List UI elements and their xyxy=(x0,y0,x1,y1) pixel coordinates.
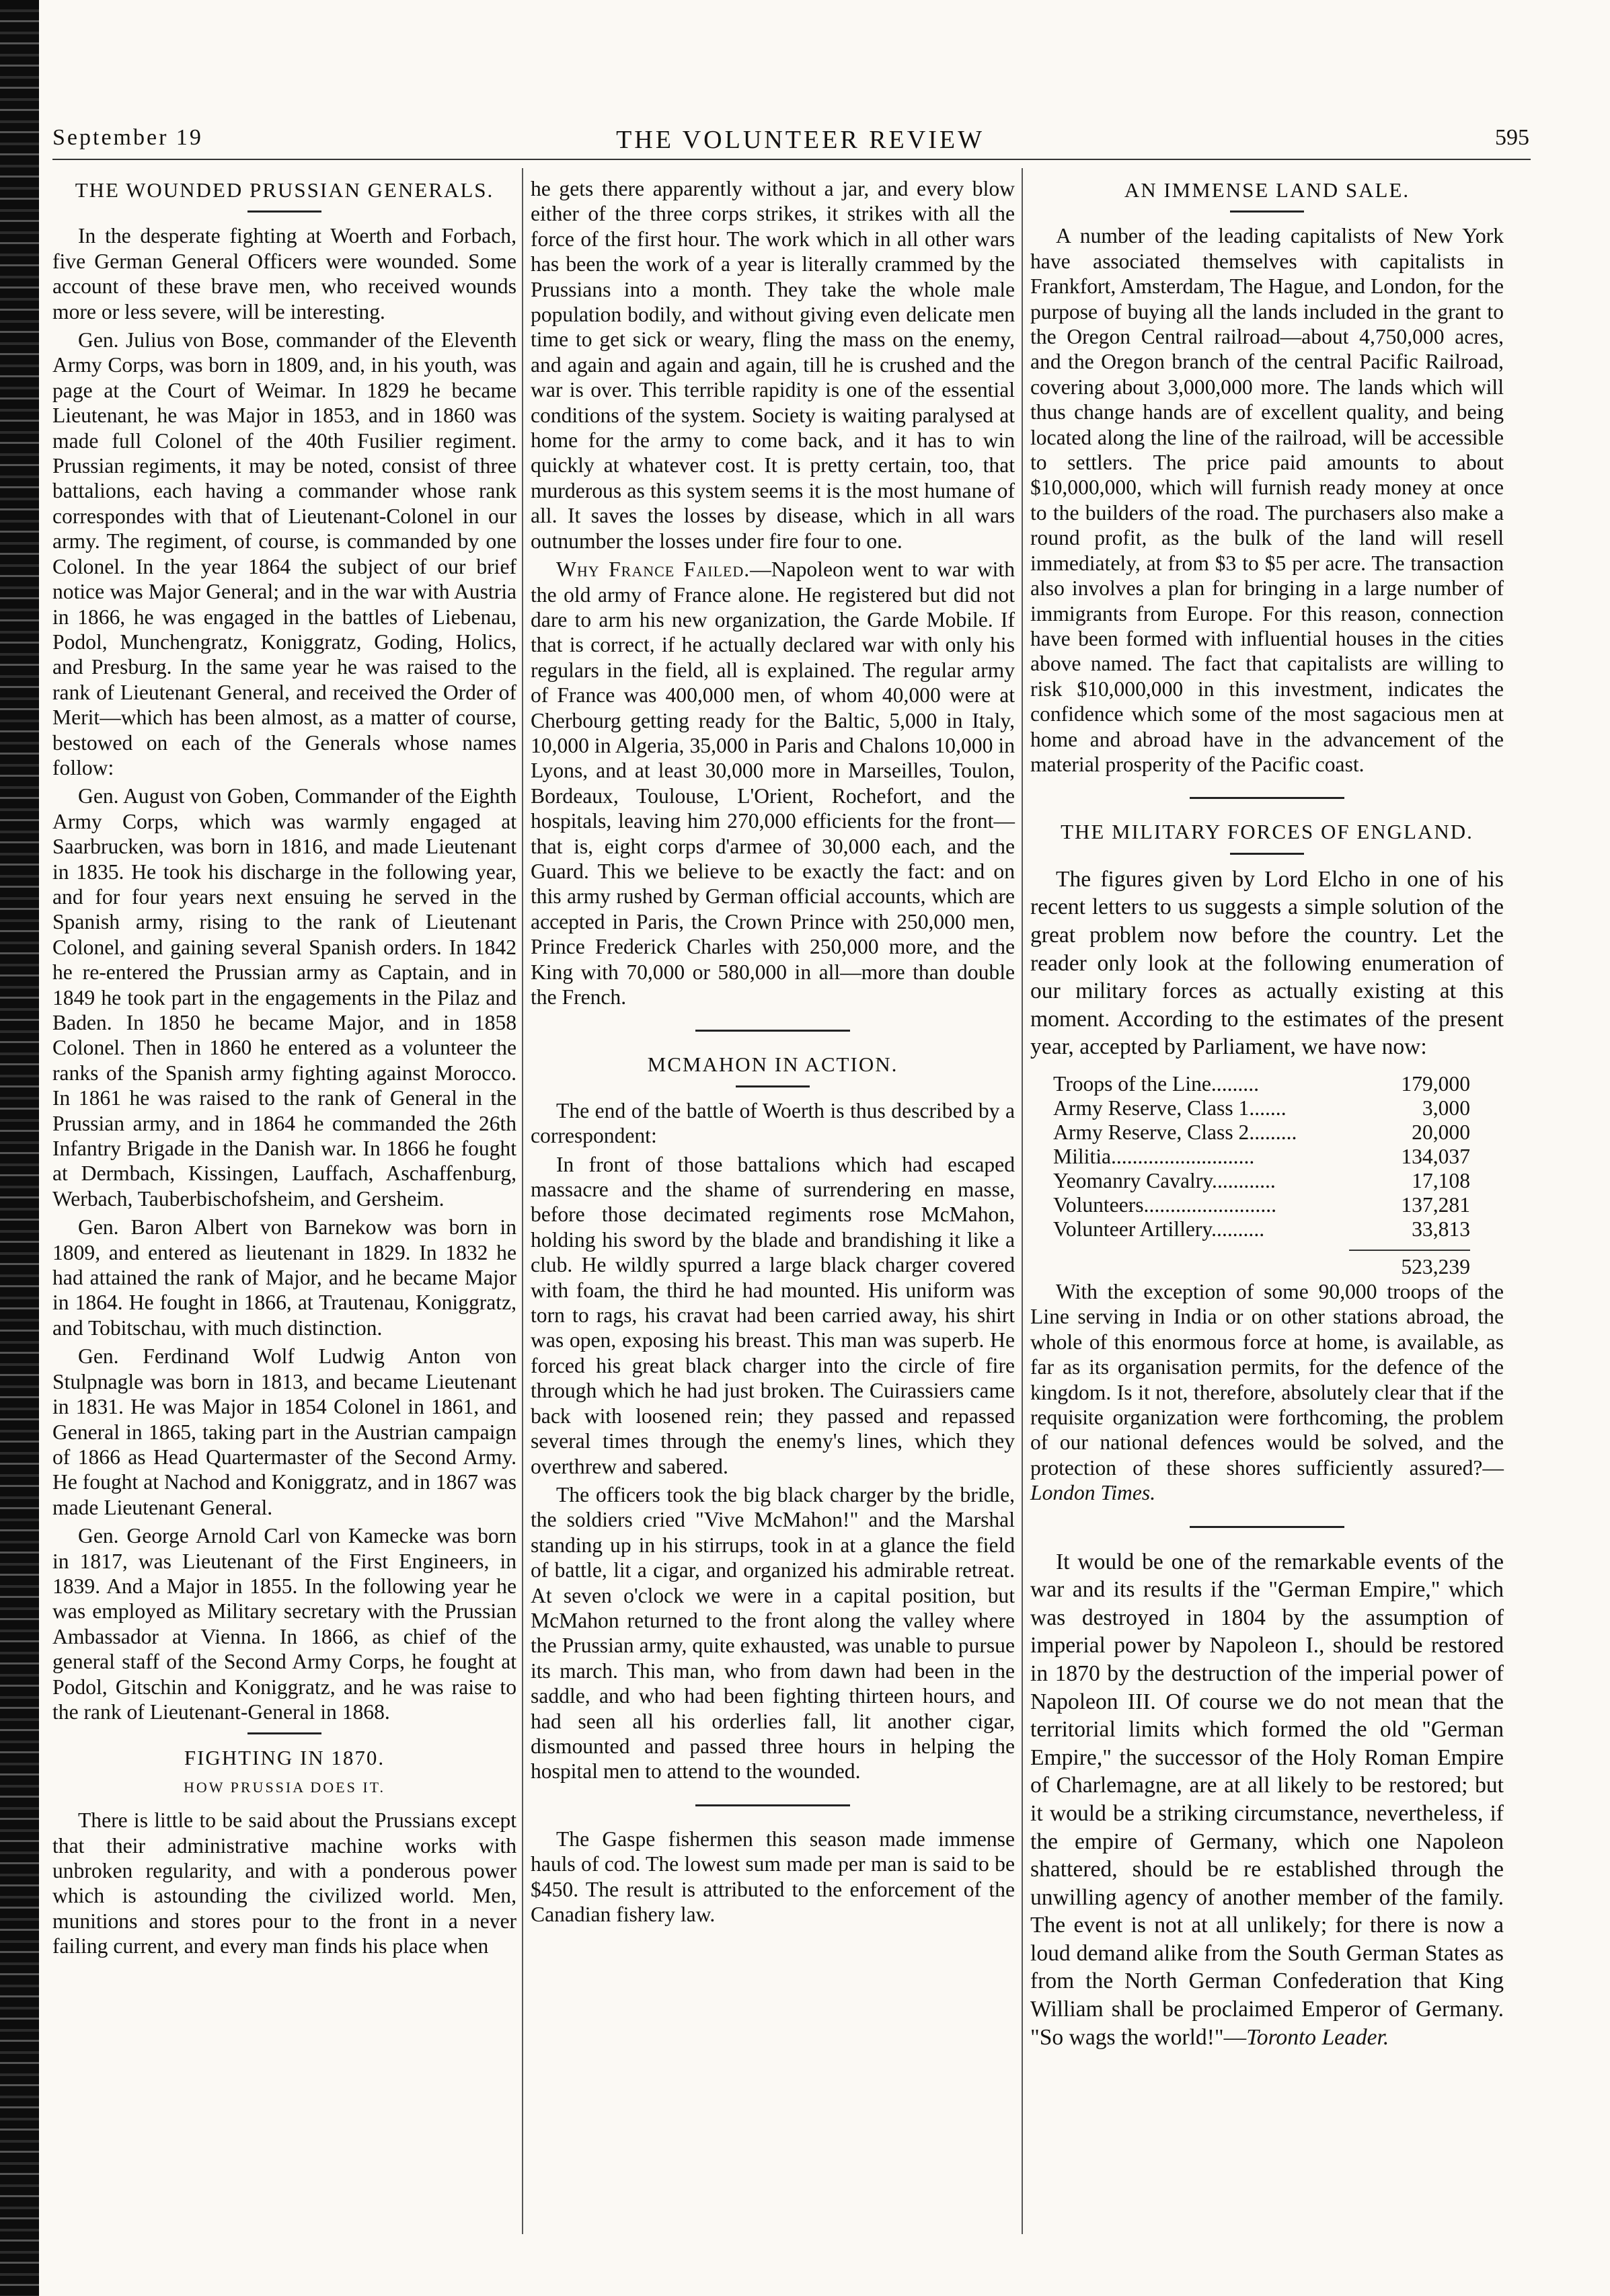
forces-table xyxy=(1053,1072,1470,1279)
paragraph xyxy=(1030,1279,1504,1506)
header-rule xyxy=(52,159,1531,160)
source-credit: London Times. xyxy=(1030,1481,1156,1505)
paragraph: In front of those battalions which had escaped massacre and the shame of surrendering en masse, before those decimated regiments rose McMahon, holding his sword by the blade and brandishing it like a club. He wildly spurred a large black charger covered with foam, the third he had mounted. His uniform was torn to rags, his cravat had been carried away, his shirt was open, exposing his breast. This man was superb. He forced his great black charger into the circle of fire through which he had just broken. The Cuirassiers came back with loosened rein; they passed and repassed several times through the enemy's lines, which they overthrew and sabered. xyxy=(531,1152,1015,1478)
article-subtitle: HOW PRUSSIA DOES IT. xyxy=(184,1778,385,1796)
paragraph: Gen. August von Goben, Commander of the Eighth Army Corps, which was warmly engaged at Saarbrucken, was born in 1816, and made Lieutenant in 1835. He took his discharge in the following year, and for four years next ensuing he served in the Spanish army, rising to the rank of Lieutenant Colonel, and gaining several Spanish orders. In 1842 he re-entered the Prussian army as Captain, and in 1849 he took part in the engagements in the Pilaz and Baden. In 1850 he became Major, and in 1858 Colonel. Then in 1860 he entered as a volunteer the ranks of the Spanish army fighting against Morocco. In 1861 he was raised to the rank of General in the Prussian army, and in 1864 he commanded the 26th Infantry Brigade in the Danish war. In 1866 he fought at Dermbach, Kissingen, Lauffach, Aschaffenburg, Werbach, Tauberbischofsheim, and Gersheim. xyxy=(52,784,516,1211)
paragraph: A number of the leading capitalists of New York have associated themselves with capitalists in Frankfort, Amsterdam, The Hague, and London, for the purpose of buying all the lands included in the grant to the Oregon Central railroad—about 4,750,000 acres, and the Oregon branch of the central Pacific Railroad, covering about 3,000,000 more. The lands which will thus change hands are of excellent quality, and being located along the line of the railroad, will be accessible to settlers. The price paid amounts to about $10,000,000, which will furnish ready money at once to the builders of the road. The purchasers also make a round profit, as the bulk of the land will resell immediately, at from $3 to $5 per acre. The transaction also involves a plan for bringing in a large number of immigrants from Europe. For this reason, connection have been formed with influential houses in the cities above named. The fact that capitalists are willing to risk $10,000,000 in this investment, indicates the confidence which some of the most sagacious men at home and abroad have in the advancement of the material prosperity of the Pacific coast. xyxy=(1030,224,1504,776)
header-page-number: 595 xyxy=(1495,125,1529,150)
row-value: 33,813 xyxy=(1412,1217,1470,1241)
column-3 xyxy=(1030,176,1504,2055)
table-row xyxy=(1053,1217,1470,1241)
row-label: Militia........................... xyxy=(1053,1144,1255,1168)
section-rule xyxy=(1190,1526,1344,1528)
article-title-land-sale: AN IMMENSE LAND SALE. xyxy=(1124,178,1410,202)
title-rule xyxy=(1230,211,1304,213)
source-credit: Toronto Leader. xyxy=(1246,2024,1389,2050)
paragraph-text: It would be one of the remarkable events of the war and its results if the "German Empire," which was destroyed in 1804 by the assumption of imperial power by Napoleon I., should be restored in 1870 by the destruction of the imperial power of Napoleon III. Of course we do not mean that the territorial limits which formed the old "German Empire," the successor of the Holy Roman Empire of Charlemagne, are at all likely to be restored; but it would be a striking circumstance, nevertheless, if the empire of Germany, which one Napoleon shattered, should be re established through the unwilling agency of another member of the family. The event is not at all unlikely; for there is now a loud demand alike from the South German States as from the North German Confederation that King William shall be proclaimed Emperor of Germany. "So wags the world!"— xyxy=(1030,1549,1504,2050)
article-title-mcmahon: MCMAHON IN ACTION. xyxy=(647,1053,898,1077)
row-value: 179,000 xyxy=(1401,1071,1470,1096)
header-publication-title: THE VOLUNTEER REVIEW xyxy=(616,126,985,154)
paragraph: The officers took the big black charger by the bridle, the soldiers cried "Vive McMahon!" and the Marshal standing up in his stirrups, took in at a glance the field of battle, lit a cigar, and organized his admirable retreat. At seven o'clock we were in a capital position, but McMahon returned to the front along the valley where the Prussian army, quite exhausted, was unable to pursue its march. This man, who from dawn had been in the saddle, and who had been fighting thirteen hours, and had seen all his orderlies fall, lit another cigar, dismounted and passed three hours in helping the hospital men to attend to the wounded. xyxy=(531,1482,1015,1784)
article-title-fighting-1870: FIGHTING IN 1870. xyxy=(184,1746,385,1770)
column-1 xyxy=(52,176,516,1962)
row-label: Volunteer Artillery.......... xyxy=(1053,1217,1265,1241)
table-row xyxy=(1053,1193,1470,1217)
paragraph: Gen. Baron Albert von Barnekow was born in 1809, and entered as lieutenant in 1829. In 1832 he had attained the rank of Major, and he became Major in 1864. He fought in 1866, at Trautenau, Koniggratz, and Tobitschau, with much distinction. xyxy=(52,1215,516,1340)
title-rule xyxy=(736,1085,810,1087)
table-row xyxy=(1053,1169,1470,1193)
row-label: Army Reserve, Class 2......... xyxy=(1053,1120,1297,1144)
column-divider-1 xyxy=(522,168,523,2234)
paragraph-text: With the exception of some 90,000 troops of the Line serving in India or on other stations abroad, the whole of this enormous force at home, is available, as far as its organisation permits, for the defence of the kingdom. Is it not, therefore, absolutely clear that if the requisite organization were forthcoming, the problem of our national defences would be solved, and the protection of these shores sufficiently assured?— xyxy=(1030,1279,1504,1480)
run-in-heading: Why France Failed. xyxy=(556,558,751,582)
table-row xyxy=(1053,1145,1470,1169)
table-row xyxy=(1053,1120,1470,1145)
paragraph: The Gaspe fishermen this season made immense hauls of cod. The lowest sum made per man is said to be $450. The result is attributed to the enforcement of the Canadian fishery law. xyxy=(531,1827,1015,1926)
article-title-wounded-generals: THE WOUNDED PRUSSIAN GENERALS. xyxy=(75,178,494,202)
section-rule xyxy=(1190,797,1344,799)
paragraph: Gen. Julius von Bose, commander of the Eleventh Army Corps, was born in 1809, and, in his youth, was page at the Court of Weimar. In 1829 he became Lieutenant, he was Major in 1853, and in 1860 was made full Colonel of the 40th Fusilier regiment. Prussian regiments, it may be noted, consist of three battalions, each having a commander whose rank correspondes with that of Lieutenant-Colonel in our army. The regiment, of course, is commanded by one Colonel. In the year 1864 the subject of our brief notice was Major General; and in the war with Austria in 1866, he was engaged in the battles of Liebenau, Podol, Munchengratz, Koniggratz, Goding, Holics, and Presburg. In the same year he was raised to the rank of Lieutenant General, and received the Order of Merit—which has been almost, as a matter of course, bestowed on each of the Generals whose names follow: xyxy=(52,328,516,779)
row-value: 3,000 xyxy=(1422,1096,1470,1120)
section-rule xyxy=(695,1030,850,1032)
section-rule xyxy=(695,1804,850,1806)
row-value: 134,037 xyxy=(1401,1144,1470,1168)
paragraph: he gets there apparently without a jar, and every blow either of the three corps strikes, it strikes with all the force of the first hour. The work which in all other wars has been the work of a year is literally crammed by the Prussians into a month. They take the whole male population bodily, and without giving even delicate men time to get sick or weary, fling the mass on the enemy, and again and again and again, till he is crushed and the war is over. This terrible rapidity is one of the essential conditions of the system. Society is waiting paralysed at home for the army to come back, and it has to win quickly at whatever cost. It is pretty certain, too, that murderous as this system seems it is the most humane of all. It saves the losses by disease, which in all wars outnumber the losses under fire four to one. xyxy=(531,177,1015,553)
title-rule xyxy=(247,211,321,213)
paragraph-text: —Napoleon went to war with the old army of France alone. He registered but did not dare to arm his new organization, the Garde Mobile. If that is correct, if he actually declared war with only his regulars in the field, all is explained. The regular army of France was 400,000 men, of whom 40,000 were at Cherbourg getting ready for the Baltic, 5,000 in Italy, 10,000 in Algeria, 35,000 in Paris and Chalons 10,000 in Lyons, and at least 30,000 more in Marseilles, Toulon, Bordeaux, Toulouse, L'Orient, Rochefort, and the hospitals, leaving him 270,000 efficients for the front—that is, eight corps d'armee of 30,000 each, and the Guard. This we believe to be exactly the fact: and on this army rushed by German official accounts, which are accepted in Paris, the Crown Prince with 250,000 men, Prince Frederick Charles with 250,000 more, and the King with 70,000 or 580,000 in all—more than double the French. xyxy=(531,558,1015,1009)
table-total: 523,239 xyxy=(1349,1250,1470,1279)
page-binding-edge xyxy=(0,0,39,2296)
row-value: 20,000 xyxy=(1412,1120,1470,1144)
paragraph-why-france-failed xyxy=(531,557,1015,1009)
row-value: 17,108 xyxy=(1412,1168,1470,1192)
article-title-military-forces: THE MILITARY FORCES OF ENGLAND. xyxy=(1061,820,1473,844)
column-divider-2 xyxy=(1022,168,1023,2234)
title-rule xyxy=(1230,853,1304,855)
row-value: 137,281 xyxy=(1401,1192,1470,1217)
table-row xyxy=(1053,1096,1470,1120)
row-label: Army Reserve, Class 1....... xyxy=(1053,1096,1287,1120)
row-label: Troops of the Line......... xyxy=(1053,1071,1259,1096)
header-date: September 19 xyxy=(52,125,203,150)
row-label: Volunteers......................... xyxy=(1053,1192,1277,1217)
paragraph: In the desperate fighting at Woerth and Forbach, five German General Officers were wounded. Some account of these brave men, who received wounds more or less severe, will be interesting. xyxy=(52,224,516,323)
paragraph xyxy=(1030,1548,1504,2052)
table-row xyxy=(1053,1072,1470,1096)
column-2 xyxy=(531,176,1015,1930)
paragraph: The end of the battle of Woerth is thus described by a correspondent: xyxy=(531,1098,1015,1148)
paragraph: Gen. George Arnold Carl von Kamecke was born in 1817, was Lieutenant of the First Engineers, in 1839. And a Major in 1855. In the following year he was employed as Military secretary with the Prussian Ambassador at Vienna. In 1866, as chief of the general staff of the Second Army Corps, he fought at Podol, Gitschin and Koniggratz, and he was raise to the rank of Lieutenant-General in 1868. xyxy=(52,1524,516,1724)
section-rule xyxy=(247,1732,321,1734)
paragraph: There is little to be said about the Prussians except that their administrative machine works with unbroken regularity, and with a ponderous power which is astounding the civilized world. Men, munitions and stores pour to the front in a never failing current, and every man finds his place when xyxy=(52,1808,516,1958)
row-label: Yeomanry Cavalry............ xyxy=(1053,1168,1276,1192)
paragraph: Gen. Ferdinand Wolf Ludwig Anton von Stulpnagle was born in 1813, and became Lieutenant in 1831. He was Major in 1854 Colonel in 1861, and General in 1865, taking part in the Austrian campaign of 1866 as Head Quartermaster of the Second Army. He fought at Nachod and Koniggratz, and in 1867 was made Lieutenant General. xyxy=(52,1344,516,1519)
paragraph: The figures given by Lord Elcho in one of his recent letters to us suggests a simple solution of the great problem now before the country. Let the reader only look at the following enumeration of our military forces as actually existing at this moment. According to the estimates of the present year, accepted by Parliament, we have now: xyxy=(1030,866,1504,1060)
